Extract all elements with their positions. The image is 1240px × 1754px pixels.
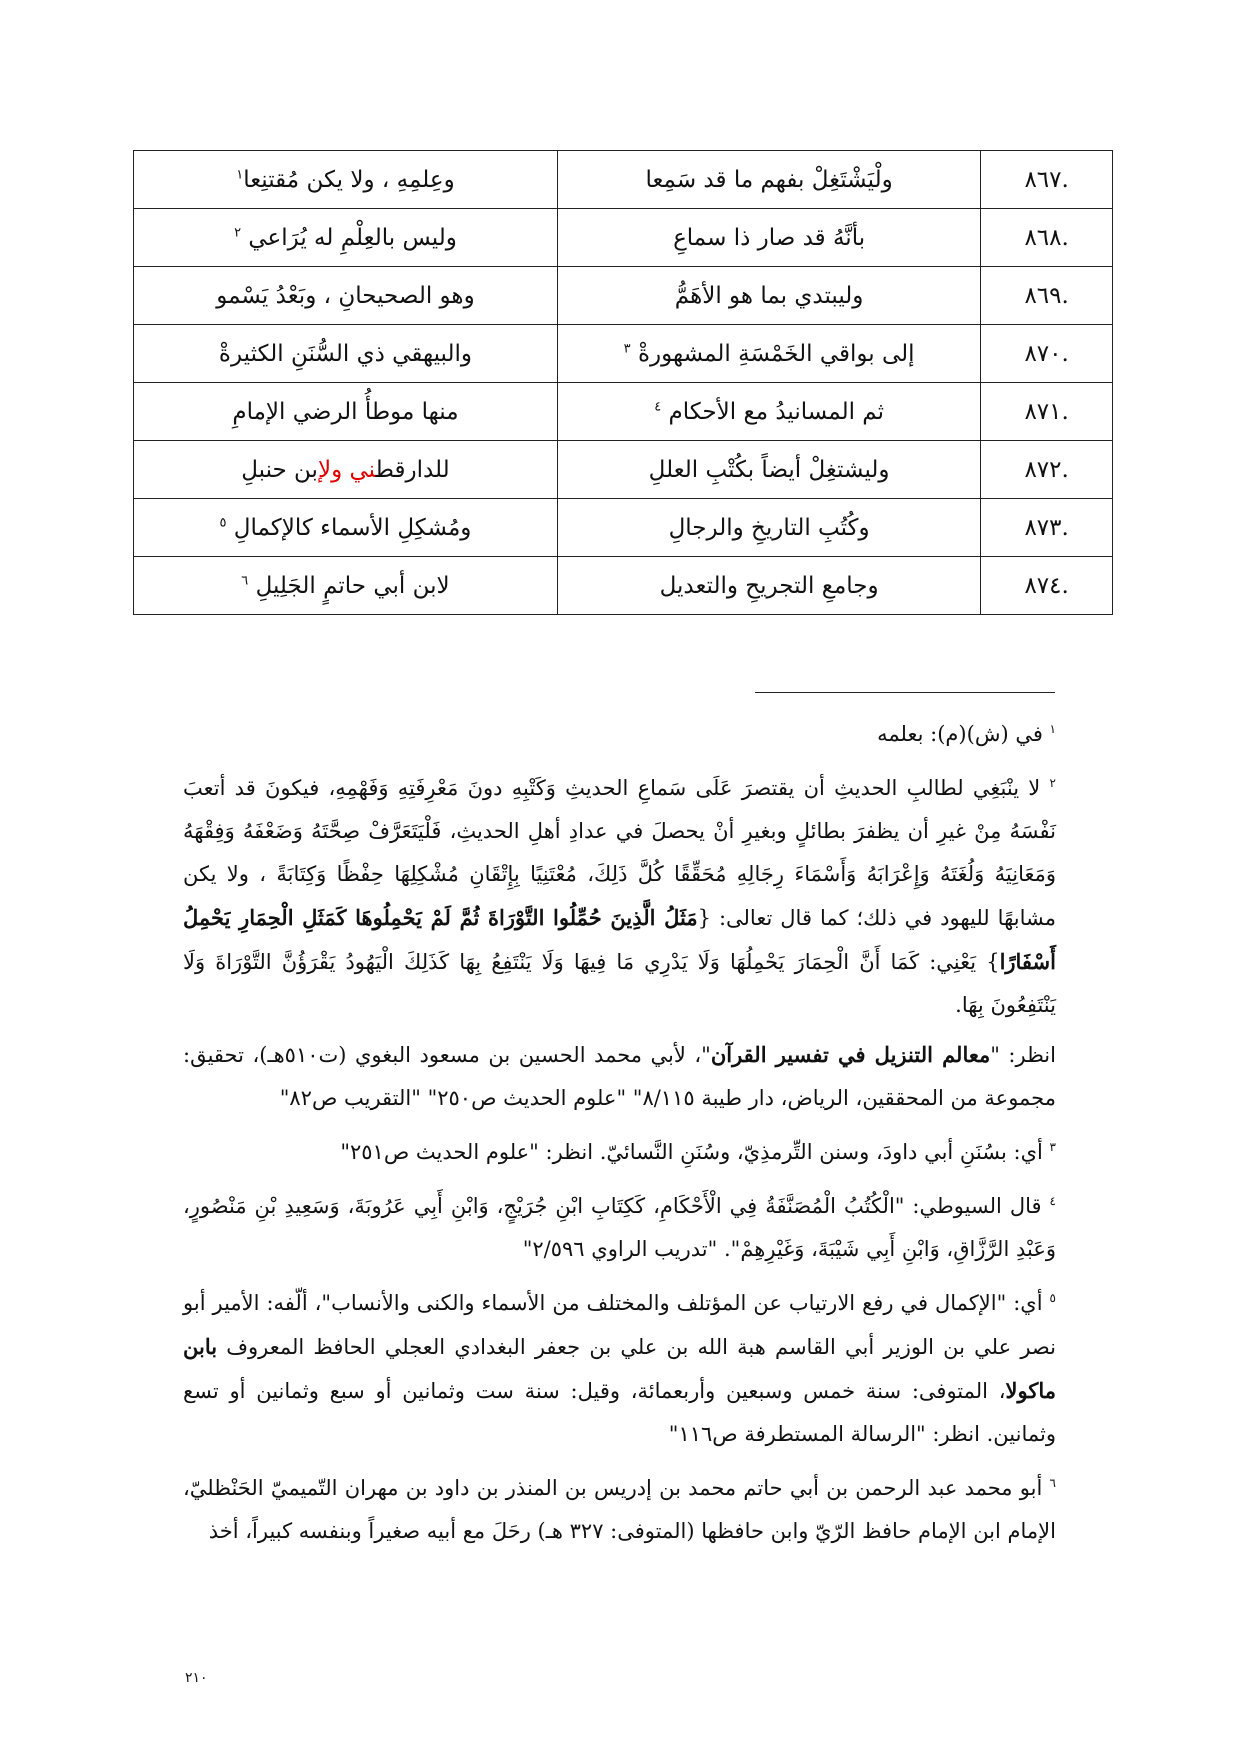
footnote-ref[interactable]: ١: [236, 166, 244, 182]
verse-first-hemistich: ثم المسانيدُ مع الأحكام $^٤$: [557, 383, 980, 441]
verse-first-hemistich: إلى بواقي الخَمْسَةِ المشهورةْ $^٣$: [557, 325, 980, 383]
footnote-separator: [755, 692, 1055, 693]
verse-second-hemistich: وهو الصحيحانِ ، وبَعْدُ يَسْمو: [134, 267, 558, 325]
footnote-2-source: انظر: "معالم التنزيل في تفسير القرآن"، لأبي محمد الحسين بن مسعود البغوي (ت٥١٠هـ)، تحقيق: مجموعة من المحققين، الرياض، دار طيبة ٨/١١٥" "علوم الحديث ص٢٥٠" "التقريب ص٨٢": [183, 1042, 1056, 1110]
table-row: [134, 441, 1113, 499]
verse-number: .٨٧٤: [981, 557, 1113, 615]
table-row: [134, 267, 1113, 325]
verse-first-hemistich: بأنَّهُ قد صار ذا سماعِ: [557, 209, 980, 267]
verse-number: .٨٧٣: [981, 499, 1113, 557]
table-row: [134, 499, 1113, 557]
verse-number: .٨٧٠: [981, 325, 1113, 383]
book-title: معالم التنزيل في تفسير القرآن: [710, 1042, 991, 1067]
verse-number: .٨٦٧: [981, 151, 1113, 209]
table-row: [134, 557, 1113, 615]
verse-number: .٨٦٨: [981, 209, 1113, 267]
table-row: [134, 209, 1113, 267]
table-row: [134, 383, 1113, 441]
footnote-1: $^١$ في (ش)(م): بعلمه: [877, 722, 1056, 746]
table-row: [134, 151, 1113, 209]
verse-second-hemistich: وليس بالعِلْمِ له يُرَاعي $^٢$: [134, 209, 558, 267]
verse-first-hemistich: وليشتغِلْ أيضاً بكُتْبِ العللِ: [557, 441, 980, 499]
quran-quote: مَثَلُ الَّذِينَ حُمِّلُوا التَّوْرَاةَ ثُمَّ لَمْ يَحْمِلُوهَا كَمَثَلِ الْحِمَارِ يَحْمِلُ أَسْفَارًا: [183, 905, 1056, 974]
verses-table: [133, 150, 1113, 615]
footnote-ref[interactable]: ٢: [234, 224, 242, 240]
footnote-6: $^٦$ أبو محمد عبد الرحمن بن أبي حاتم محمد بن إدريس بن المنذر بن داود بن مهران التّميميّ الحَنْظليّ، الإمام ابن الإمام حافظ الرّيّ وابن حافظها (المتوفى: ٣٢٧ هـ) رحَلَ مع أبيه صغيراً وبنفسه كبيراً، أخذ: [183, 1476, 1056, 1543]
verse-second-hemistich: للدارقطني ولبن حنبلِ: [134, 441, 558, 499]
footnote-ref[interactable]: ٤: [654, 398, 662, 414]
verse-second-hemistich: وعِلمِهِ ، ولا يكن مُقتنِعا$^١$: [134, 151, 558, 209]
footnotes: [183, 708, 1056, 1559]
verse-number: .٨٧٢: [981, 441, 1113, 499]
footnote-2: $^٢$ لا ينْبَغِي لطالبِ الحديثِ أن يقتصرَ عَلَى سَماعِ الحديثِ وَكَتْبِهِ دونَ مَعْرِفَتِهِ وَفَهْمِهِ، فيكونَ قد أتعبَ نَفْسَهُ مِنْ غيرِ أن يظفرَ بطائلٍ وبغيرِ أنْ يحصلَ في عدادِ أهلِ الحديثِ، فَلْيَتَعَرَّفْ صِحَّتَهُ وَضَعْفَهُ وَفِقْهَهُ وَمَعَانِيَهُ وَلُغَتَهُ وَإِعْرَابَهُ وَأَسْمَاءَ رِجَالِهِ مُحَقِّقًا كُلَّ ذَلِكَ، مُعْتَنِيًا بِإِتْقَانِ مُشْكِلِهَا حِفْظًا وَكِتَابَةً ، ولا يكن مشابهًا لليهود في ذلك؛ كما قال تعالى: {مَثَلُ الَّذِينَ حُمِّلُوا التَّوْرَاةَ ثُمَّ لَمْ يَحْمِلُوهَا كَمَثَلِ الْحِمَارِ يَحْمِلُ أَسْفَارًا} يَعْنِي: كَمَا أَنَّ الْحِمَارَ يَحْمِلُهَا وَلَا يَدْرِي مَا فِيهَا وَلَا يَنْتَفِعُ بِهَا كَذَلِكَ الْيَهُودُ يَقْرَؤُنَّ التَّوْرَاةَ وَلَا يَنْتَفِعُونَ بِهَا.: [183, 776, 1056, 1017]
verse-second-hemistich: ومُشكِلِ الأسماء كالإكمالِ $^٥$: [134, 499, 558, 557]
highlighted-text: ني ول: [317, 456, 376, 483]
footnote-5: $^٥$ أي: "الإكمال في رفع الارتياب عن المؤتلف والمختلف من الأسماء والكنى والأنساب"، ألّفه: الأمير أبو نصر علي بن الوزير أبي القاسم هبة الله بن علي بن جعفر البغدادي العجلي الحافظ المعروف بابن ماكولا، المتوفى: سنة خمس وسبعين وأربعمائة، وقيل: سنة ست وثمانين أو سبع وثمانين أو تسع وثمانين. انظر: "الرسالة المستطرفة ص١١٦": [183, 1291, 1056, 1446]
verse-first-hemistich: وليبتدي بما هو الأهَمُّ: [557, 267, 980, 325]
verse-number: .٨٦٩: [981, 267, 1113, 325]
footnote-ref[interactable]: ٥: [219, 514, 227, 530]
footnote-ref[interactable]: ٦: [241, 572, 249, 588]
verse-first-hemistich: وكُتُبِ التاريخِ والرجالِ: [557, 499, 980, 557]
verse-number: .٨٧١: [981, 383, 1113, 441]
verse-first-hemistich: وجامعِ التجريحِ والتعديل: [557, 557, 980, 615]
verse-second-hemistich: منها موطأُ الرضي الإمامِ: [134, 383, 558, 441]
table-row: [134, 325, 1113, 383]
page-number: ٢١٠: [185, 1670, 208, 1686]
verse-first-hemistich: ولْيَشْتَغِلْ بفهم ما قد سَمِعا: [557, 151, 980, 209]
verse-second-hemistich: والبيهقي ذي السُّنَنِ الكثيرةْ: [134, 325, 558, 383]
author-name: بابن ماكولا: [183, 1334, 1056, 1403]
verse-second-hemistich: لابن أبي حاتمٍ الجَلِيلِ $^٦$: [134, 557, 558, 615]
footnote-3: $^٣$ أي: بسُنَنِ أبي داودَ، وسنن التِّرمذِيّ، وسُنَنِ النَّسائيّ. انظر: "علوم الحديث ص٢٥١": [340, 1140, 1056, 1164]
footnote-4: $^٤$ قال السيوطي: "الْكُتُبُ الْمُصَنَّفَةُ فِي الْأَحْكَامِ، كَكِتَابِ ابْنِ جُرَيْجٍ، وَابْنِ أَبِي عَرُوبَةَ، وَسَعِيدِ بْنِ مَنْصُورٍ، وَعَبْدِ الرَّزَّاقِ، وَابْنِ أَبِي شَيْبَةَ، وَغَيْرِهِمْ". "تدريب الراوي ٢/٥٩٦": [183, 1194, 1056, 1261]
footnote-ref[interactable]: ٣: [623, 340, 631, 356]
